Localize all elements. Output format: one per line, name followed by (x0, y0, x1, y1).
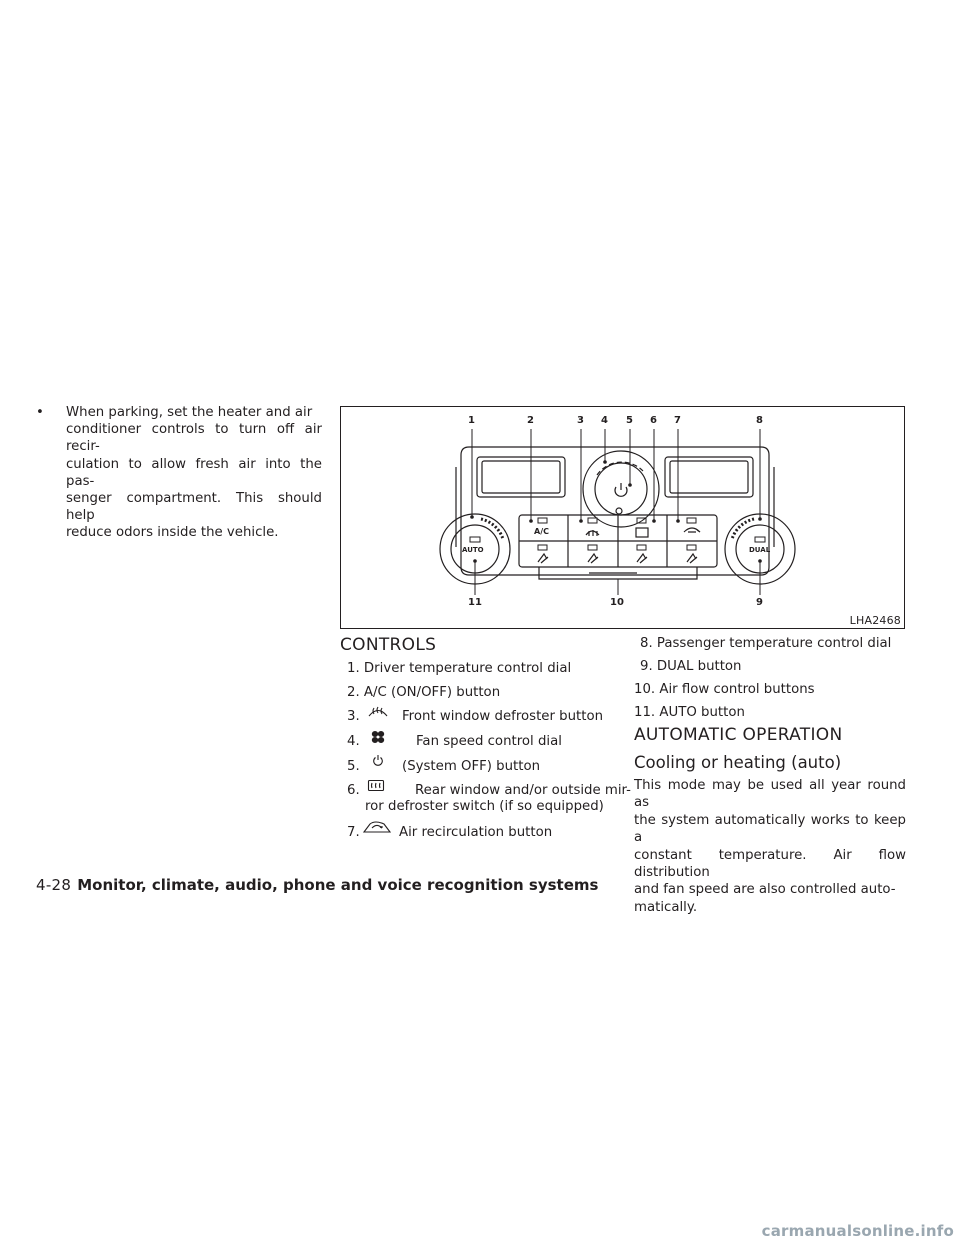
callout-8: 8 (756, 415, 763, 426)
recirculation-glyph (684, 528, 700, 532)
airflow-glyph (538, 554, 548, 563)
list-item-text-cont: ror defroster switch (if so equipped) (365, 799, 604, 814)
figure-code: LHA2468 (849, 614, 901, 627)
bullet-mark: • (36, 405, 44, 420)
page-number: 4-28 (36, 876, 72, 894)
indicator-lamp (687, 545, 696, 550)
indicator-lamp (687, 518, 696, 523)
bullet-line: senger compartment. This should help (66, 491, 322, 524)
list-item: 8. Passenger temperature control dial (640, 636, 892, 651)
para-line: This mode may be used all year round as (634, 778, 906, 811)
auto-operation-heading: AUTOMATIC OPERATION (634, 725, 843, 745)
indicator-lamp (588, 518, 597, 523)
callout-11: 11 (468, 597, 482, 608)
airflow-glyph (588, 554, 598, 563)
rear-defrost-icon (367, 779, 385, 792)
list-item: 11. AUTO button (634, 705, 745, 720)
page-footer (36, 876, 598, 894)
power-icon (372, 754, 384, 766)
indicator-lamp (538, 518, 547, 523)
callout-1: 1 (468, 415, 475, 426)
list-item: 4. (347, 734, 360, 749)
list-item: 2. A/C (ON/OFF) button (347, 685, 501, 700)
callout-3: 3 (577, 415, 584, 426)
parking-bullet (36, 404, 322, 542)
list-item-text: Fan speed control dial (416, 734, 562, 749)
bullet-line: culation to allow fresh air into the pas- (66, 456, 322, 489)
recirculation-icon (362, 819, 392, 835)
para-line: matically. (634, 899, 698, 915)
list-item-text: Rear window and/or outside mir- (415, 783, 631, 798)
driver-dial-scale (481, 519, 503, 539)
list-item: 10. Air flow control buttons (634, 682, 815, 697)
passenger-dial-scale (732, 519, 754, 539)
airflow-glyph (687, 554, 697, 563)
dual-lamp (755, 537, 765, 542)
list-item: 5. (347, 759, 360, 774)
watermark: carmanualsonline.info (761, 1222, 954, 1240)
list-item: 1. Driver temperature control dial (347, 661, 572, 676)
climate-control-figure (340, 406, 905, 629)
callout-5: 5 (626, 415, 633, 426)
fan-small-icon (616, 508, 622, 514)
callout-2: 2 (527, 415, 534, 426)
bullet-body (36, 404, 322, 542)
list-item-text: Front window defroster button (402, 709, 604, 724)
indicator-lamp (538, 545, 547, 550)
controls-heading: CONTROLS (340, 635, 437, 655)
left-display (477, 457, 565, 497)
callout-9: 9 (756, 597, 763, 608)
para-line: constant temperature. Air flow distribution (634, 847, 906, 881)
para-line: and fan speed are also controlled auto- (634, 882, 896, 898)
bullet-line: reduce odors inside the vehicle. (66, 525, 279, 541)
cooling-heating-heading: Cooling or heating (auto) (634, 753, 842, 772)
auto-dial-label: AUTO (462, 546, 484, 554)
chapter-title: Monitor, climate, audio, phone and voice recognition systems (77, 876, 599, 894)
callout-6: 6 (650, 415, 657, 426)
list-item: 3. (347, 709, 360, 724)
auto-lamp (470, 537, 480, 542)
front-defrost-glyph (586, 530, 599, 536)
auto-paragraph (634, 777, 906, 916)
list-item: 6. (347, 783, 360, 798)
dual-dial-label: DUAL (749, 546, 771, 554)
callout-4: 4 (601, 415, 608, 426)
list-item: 7. (347, 825, 360, 840)
list-item-text: Air recirculation button (399, 825, 553, 840)
indicator-lamp (588, 545, 597, 550)
bullet-line: conditioner controls to turn off air recir- (66, 422, 322, 455)
right-display-inner (670, 461, 748, 493)
left-display-inner (482, 461, 560, 493)
fan-icon (370, 729, 386, 745)
front-defrost-icon (367, 704, 389, 718)
list-item-text: (System OFF) button (402, 759, 541, 774)
ac-button-label: A/C (534, 527, 549, 536)
callout-7: 7 (674, 415, 681, 426)
indicator-lamp (637, 545, 646, 550)
para-line: the system automatically works to keep a (634, 812, 906, 846)
list-item: 9. DUAL button (640, 659, 742, 674)
airflow-glyph (637, 554, 647, 563)
panel-outline (461, 447, 769, 575)
rear-defrost-glyph (636, 528, 648, 537)
callout-10: 10 (610, 597, 624, 608)
bullet-line: When parking, set the heater and air (66, 405, 313, 420)
